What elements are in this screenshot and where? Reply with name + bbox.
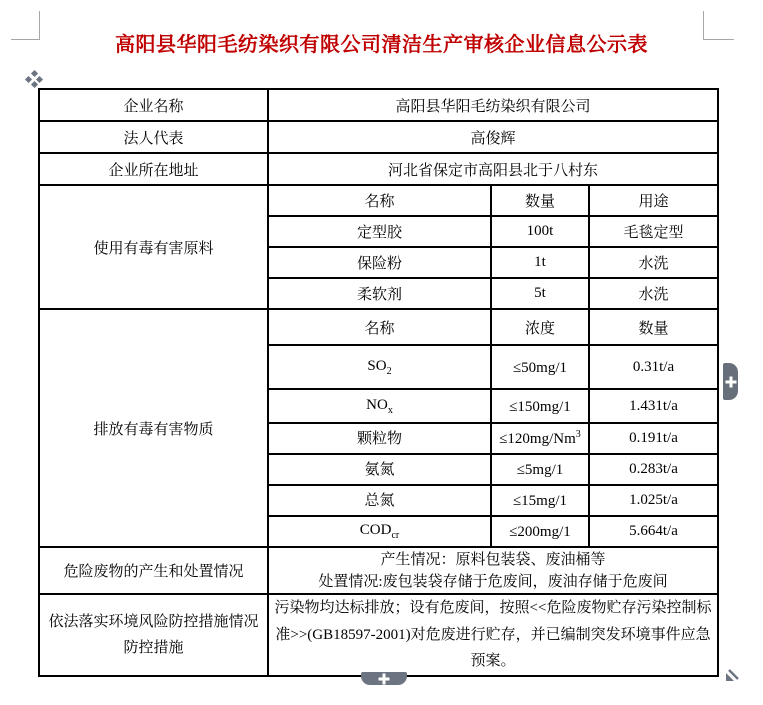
table-resize-icon[interactable] bbox=[726, 669, 739, 682]
measures-label: 依法落实环境风险防控措施情况 防控措施 bbox=[39, 594, 268, 676]
table-row bbox=[39, 153, 718, 185]
emission-qty: 0.283t/a bbox=[589, 454, 718, 485]
emission-qty: 5.664t/a bbox=[589, 516, 718, 547]
hazwaste-produce-line: 产生情况：原料包装袋、废油桶等 bbox=[380, 551, 606, 568]
legal-rep-value: 高俊辉 bbox=[268, 121, 718, 153]
materials-header-row bbox=[39, 185, 718, 216]
emissions-header-conc: 浓度 bbox=[491, 309, 589, 345]
material-name: 保险粉 bbox=[268, 247, 491, 278]
address-label: 企业所在地址 bbox=[39, 153, 268, 185]
add-row-button[interactable] bbox=[361, 672, 407, 685]
materials-header-use: 用途 bbox=[589, 185, 718, 216]
emissions-section-label: 排放有毒有害物质 bbox=[39, 309, 268, 547]
emission-qty: 0.191t/a bbox=[589, 423, 718, 454]
material-qty: 5t bbox=[491, 278, 589, 309]
hazwaste-dispose-line: 处置情况:废包装袋存储于危废间，废油存储于危废间 bbox=[318, 573, 668, 590]
emission-qty: 1.025t/a bbox=[589, 485, 718, 516]
emission-conc: ≤150mg/1 bbox=[491, 389, 589, 423]
enterprise-name-value: 高阳县华阳毛纺染织有限公司 bbox=[268, 89, 718, 121]
materials-header-name: 名称 bbox=[268, 185, 491, 216]
hazwaste-row bbox=[39, 547, 718, 594]
material-use: 水洗 bbox=[589, 278, 718, 309]
material-use: 毛毯定型 bbox=[589, 216, 718, 247]
material-use: 水洗 bbox=[589, 247, 718, 278]
emission-conc: ≤200mg/1 bbox=[491, 516, 589, 547]
emission-name: 总氮 bbox=[268, 485, 491, 516]
add-column-button[interactable] bbox=[723, 363, 738, 400]
materials-header-qty: 数量 bbox=[491, 185, 589, 216]
emission-conc: ≤15mg/1 bbox=[491, 485, 589, 516]
emission-conc: ≤5mg/1 bbox=[491, 454, 589, 485]
plus-icon bbox=[379, 673, 390, 684]
plus-icon bbox=[725, 376, 736, 387]
measures-text: 污染物均达标排放；设有危废间，按照<<危险废物贮存污染控制标准>>(GB18597-2001)对危废进行贮存，并已编制突发环境事件应急预案。 bbox=[268, 594, 718, 676]
measures-row bbox=[39, 594, 718, 676]
emission-qty: 0.31t/a bbox=[589, 345, 718, 389]
emission-conc: $\le 120mg/Nm^3$ bbox=[491, 423, 589, 454]
info-table bbox=[38, 88, 719, 677]
emissions-header-row bbox=[39, 309, 718, 345]
material-name: 柔软剂 bbox=[268, 278, 491, 309]
legal-rep-label: 法人代表 bbox=[39, 121, 268, 153]
address-value: 河北省保定市高阳县北于八村东 bbox=[268, 153, 718, 185]
emission-qty: 1.431t/a bbox=[589, 389, 718, 423]
emissions-header-qty: 数量 bbox=[589, 309, 718, 345]
material-qty: 100t bbox=[491, 216, 589, 247]
table-row bbox=[39, 89, 718, 121]
emission-name: $SO_2$ bbox=[268, 345, 491, 389]
material-qty: 1t bbox=[491, 247, 589, 278]
materials-section-label: 使用有毒有害原料 bbox=[39, 185, 268, 309]
emission-name: 颗粒物 bbox=[268, 423, 491, 454]
material-name: 定型胶 bbox=[268, 216, 491, 247]
emissions-header-name: 名称 bbox=[268, 309, 491, 345]
emission-name: $COD_{cr}$ bbox=[268, 516, 491, 547]
hazwaste-label: 危险废物的产生和处置情况 bbox=[39, 547, 268, 594]
hazwaste-detail bbox=[268, 547, 718, 594]
table-move-icon[interactable] bbox=[26, 71, 42, 87]
emission-name: $NO_x$ bbox=[268, 389, 491, 423]
emission-name: 氨氮 bbox=[268, 454, 491, 485]
document-title: 高阳县华阳毛纺染织有限公司清洁生产审核企业信息公示表 bbox=[115, 34, 648, 56]
emission-conc: ≤50mg/1 bbox=[491, 345, 589, 389]
enterprise-name-label: 企业名称 bbox=[39, 89, 268, 121]
table-row bbox=[39, 121, 718, 153]
